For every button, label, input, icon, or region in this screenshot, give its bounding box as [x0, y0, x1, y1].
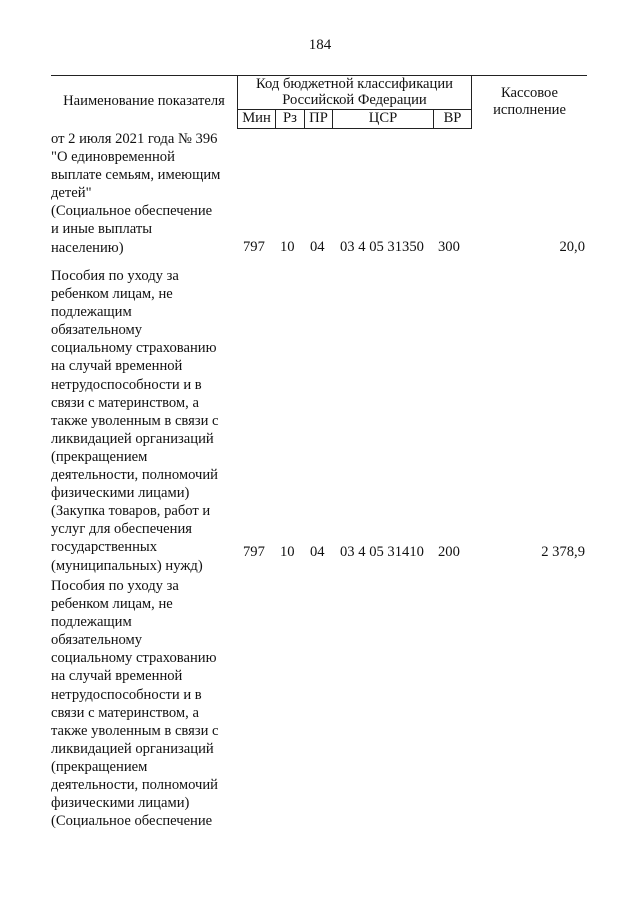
- row-description: [51, 130, 241, 257]
- row-description-line: деятельности, полномочий: [51, 777, 218, 794]
- row-description-line: Пособия по уходу за: [51, 268, 179, 284]
- row-description: [51, 267, 241, 575]
- row-description-line: нетрудоспособности и в: [51, 376, 202, 393]
- row-description-line: (прекращением: [51, 448, 148, 465]
- row-description-line: (Социальное обеспечение: [51, 813, 213, 830]
- row-description-line: социальному страхованию: [51, 650, 217, 667]
- row-description-line: ликвидацией организаций: [51, 740, 214, 757]
- row-description-line: (Закупка товаров, работ и: [51, 503, 211, 520]
- header-code-group-line1: Код бюджетной классификации: [256, 76, 453, 92]
- header-min: Мин: [242, 110, 271, 126]
- header-name-col: Наименование показателя: [63, 93, 225, 109]
- row-description-line: на случай временной: [51, 358, 183, 375]
- row-description-line: и иные выплаты: [51, 221, 153, 238]
- row-description-line: "О единовременной: [51, 149, 175, 166]
- row-description-line: обязательному: [51, 632, 143, 649]
- cell-pr: 04: [310, 544, 325, 560]
- row-description-line: физическими лицами): [51, 485, 190, 502]
- header-rz: Рз: [283, 110, 297, 126]
- row-description-line: также уволенным в связи с: [51, 412, 219, 429]
- row-description-line: нетрудоспособности и в: [51, 686, 202, 703]
- row-description-line: (муниципальных) нужд): [51, 557, 203, 574]
- row-description-line: обязательному: [51, 322, 143, 339]
- row-description-line: от 2 июля 2021 года № 396: [51, 131, 218, 147]
- cell-pr: 04: [310, 239, 325, 255]
- cell-min: 797: [243, 239, 265, 255]
- header-code-group-line2: Российской Федерации: [282, 92, 427, 108]
- cell-csr: 03 4 05 31410: [340, 544, 424, 560]
- row-description-line: связи с материнством, а: [51, 394, 199, 411]
- row-description-line: Пособия по уходу за: [51, 578, 179, 594]
- row-description-line: также уволенным в связи с: [51, 722, 219, 739]
- row-description-line: государственных: [51, 539, 158, 556]
- cell-csr: 03 4 05 31350: [340, 239, 424, 255]
- row-description: [51, 577, 241, 830]
- header-vr: ВР: [443, 110, 462, 126]
- row-description-line: ребенком лицам, не: [51, 596, 173, 613]
- row-description-line: физическими лицами): [51, 795, 190, 812]
- cell-rz: 10: [280, 544, 295, 560]
- row-description-line: деятельности, полномочий: [51, 467, 218, 484]
- cell-amount: 20,0: [559, 239, 585, 255]
- row-description-line: подлежащим: [51, 304, 132, 321]
- cell-rz: 10: [280, 239, 295, 255]
- row-description-line: ликвидацией организаций: [51, 430, 214, 447]
- row-description-line: населению): [51, 239, 124, 256]
- row-description-line: на случай временной: [51, 668, 183, 685]
- row-description-line: детей": [51, 185, 92, 202]
- cell-vr: 200: [438, 544, 460, 560]
- header-bottom-border: [237, 128, 471, 129]
- row-description-line: связи с материнством, а: [51, 704, 199, 721]
- row-description-line: (прекращением: [51, 758, 148, 775]
- header-exec-line1: Кассовое: [500, 85, 558, 101]
- header-pr: ПР: [309, 110, 328, 126]
- row-description-line: ребенком лицам, не: [51, 286, 173, 303]
- row-description-line: услуг для обеспечения: [51, 521, 192, 538]
- row-description-line: выплате семьям, имеющим: [51, 167, 221, 184]
- cell-vr: 300: [438, 239, 460, 255]
- header-exec-line2: исполнение: [493, 102, 566, 118]
- cell-amount: 2 378,9: [541, 544, 585, 560]
- header-csr: ЦСР: [368, 110, 398, 126]
- cell-min: 797: [243, 544, 265, 560]
- page-number: 184: [308, 37, 332, 53]
- row-description-line: подлежащим: [51, 614, 132, 631]
- row-description-line: (Социальное обеспечение: [51, 203, 213, 220]
- row-description-line: социальному страхованию: [51, 340, 217, 357]
